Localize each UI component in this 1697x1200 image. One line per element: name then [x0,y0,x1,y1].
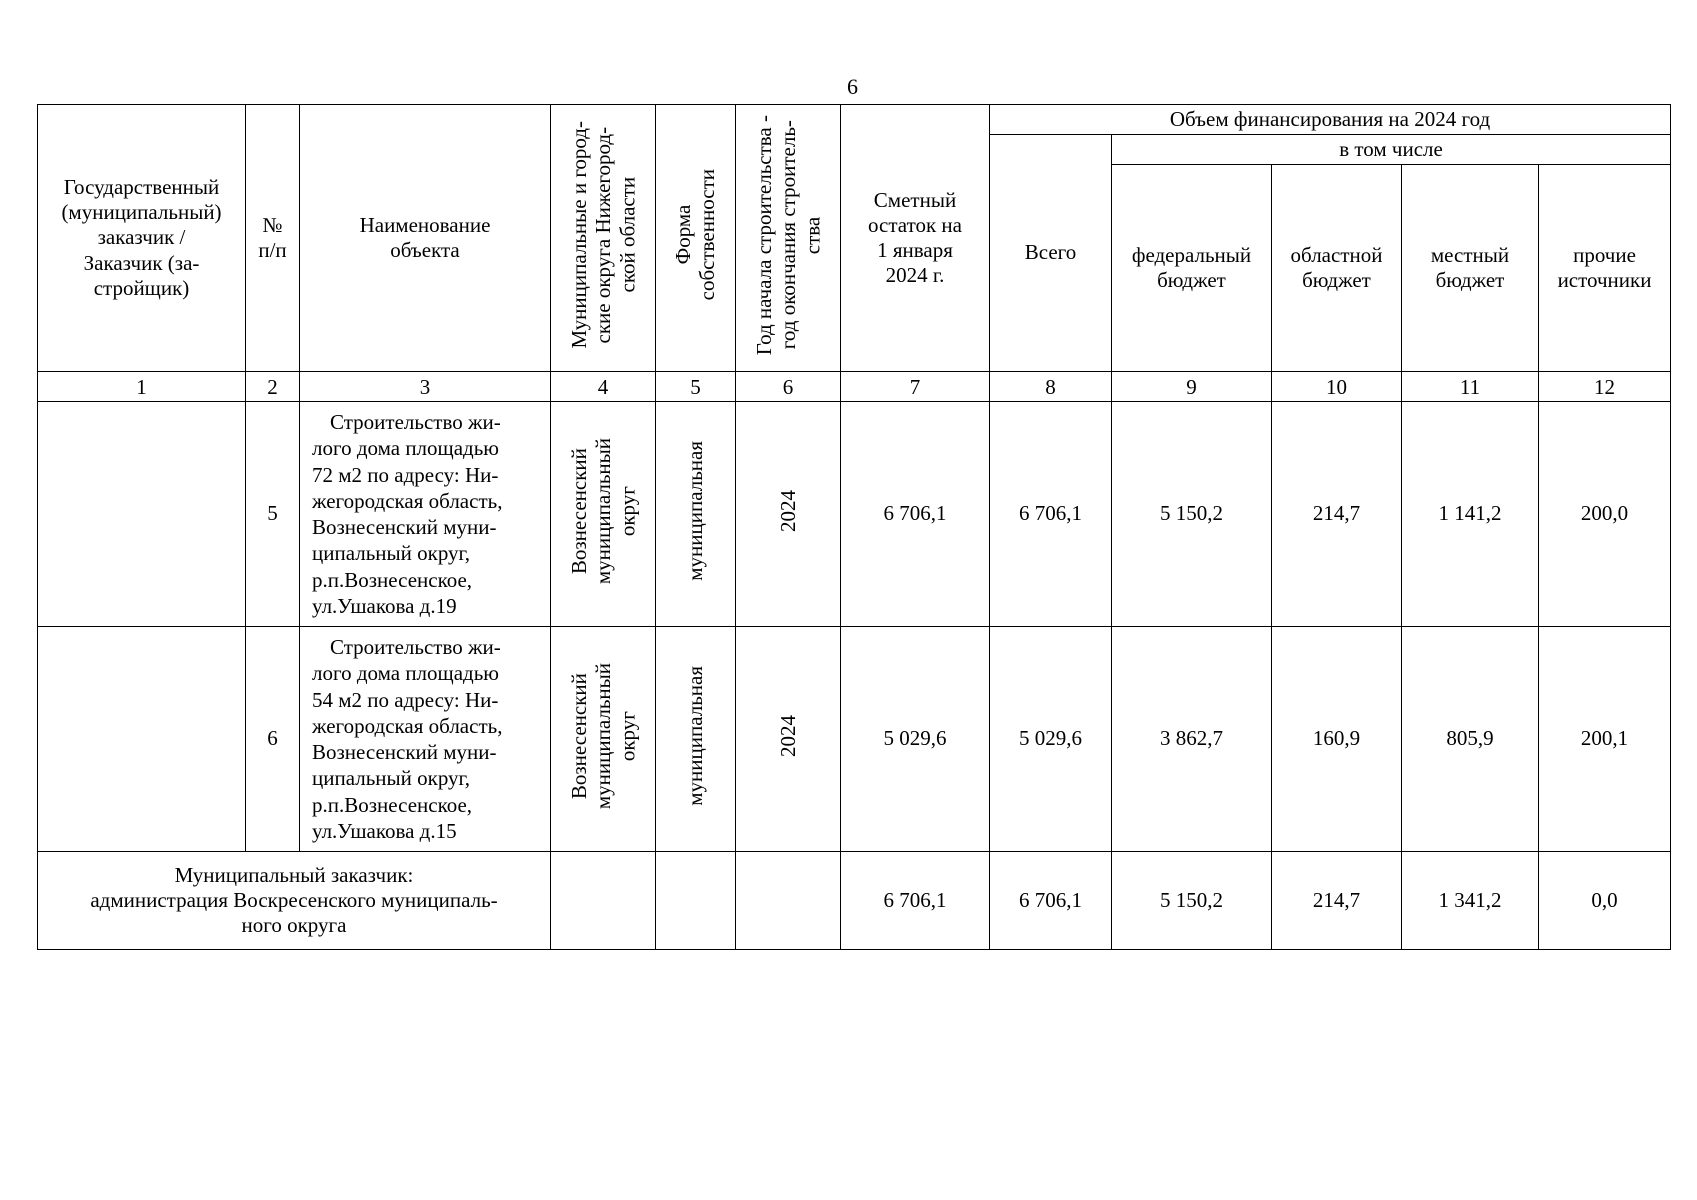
header-funding: Объем финансирования на 2024 год [990,105,1671,135]
cell-federal: 3 862,7 [1112,627,1272,852]
column-number: 9 [1112,372,1272,402]
cell-ownership: муниципальная [656,627,736,852]
column-numbers-row [38,372,1671,402]
column-number: 8 [990,372,1112,402]
cell-total: 6 706,1 [990,402,1112,627]
header-districts: Муниципальные и город- ские округа Нижегород- ской области [551,105,656,372]
cell-district: Вознесенский муниципальный округ [551,627,656,852]
header-ownership: Форма собственности [656,105,736,372]
column-number: 5 [656,372,736,402]
header-including: в том числе [1112,135,1671,165]
total-other: 0,0 [1539,852,1671,950]
funding-table [37,104,1671,950]
page-number: 6 [847,74,858,99]
header-other: прочие источники [1539,165,1671,372]
cell-local: 805,9 [1402,627,1539,852]
total-row [38,852,1671,950]
total-empty-cell [656,852,736,950]
cell-other: 200,1 [1539,627,1671,852]
header-years: Год начала строительства - год окончания строитель- ства [736,105,841,372]
cell-customer [38,627,246,852]
cell-district: Вознесенский муниципальный округ [551,402,656,627]
column-number: 3 [300,372,551,402]
header-local: местный бюджет [1402,165,1539,372]
cell-total: 5 029,6 [990,627,1112,852]
total-federal: 5 150,2 [1112,852,1272,950]
header-federal: федеральный бюджет [1112,165,1272,372]
cell-number: 5 [246,402,300,627]
cell-object-name: Строительство жи- лого дома площадью 72 м2 по адресу: Ни- жегородская область, Вознесенский муни- ципальный округ, р.п.Вознесенское, ул.Ушакова д.19 [300,402,551,627]
table-row [38,402,1671,627]
column-number: 12 [1539,372,1671,402]
table-row [38,627,1671,852]
cell-federal: 5 150,2 [1112,402,1272,627]
cell-regional: 160,9 [1272,627,1402,852]
cell-regional: 214,7 [1272,402,1402,627]
header-customer: Государственный (муниципальный) заказчик / Заказчик (за- стройщик) [38,105,246,372]
column-number: 11 [1402,372,1539,402]
column-number: 6 [736,372,841,402]
cell-year: 2024 [736,402,841,627]
total-empty-cell [736,852,841,950]
column-number: 2 [246,372,300,402]
header-object-name: Наименование объекта [300,105,551,372]
column-number: 7 [841,372,990,402]
cell-local: 1 141,2 [1402,402,1539,627]
cell-customer [38,402,246,627]
total-local: 1 341,2 [1402,852,1539,950]
header-regional: областной бюджет [1272,165,1402,372]
cell-estimate: 6 706,1 [841,402,990,627]
cell-other: 200,0 [1539,402,1671,627]
total-regional: 214,7 [1272,852,1402,950]
cell-ownership: муниципальная [656,402,736,627]
header-total: Всего [990,135,1112,372]
total-total: 6 706,1 [990,852,1112,950]
cell-estimate: 5 029,6 [841,627,990,852]
column-number: 4 [551,372,656,402]
total-empty-cell [551,852,656,950]
cell-object-name: Строительство жи- лого дома площадью 54 м2 по адресу: Ни- жегородская область, Вознесенский муни- ципальный округ, р.п.Вознесенское, ул.Ушакова д.15 [300,627,551,852]
column-number: 10 [1272,372,1402,402]
cell-year: 2024 [736,627,841,852]
header-estimate: Сметный остаток на 1 января 2024 г. [841,105,990,372]
total-label: Муниципальный заказчик: администрация Воскресенского муниципаль- ного округа [38,852,551,950]
total-estimate: 6 706,1 [841,852,990,950]
column-number: 1 [38,372,246,402]
cell-number: 6 [246,627,300,852]
header-number: № п/п [246,105,300,372]
